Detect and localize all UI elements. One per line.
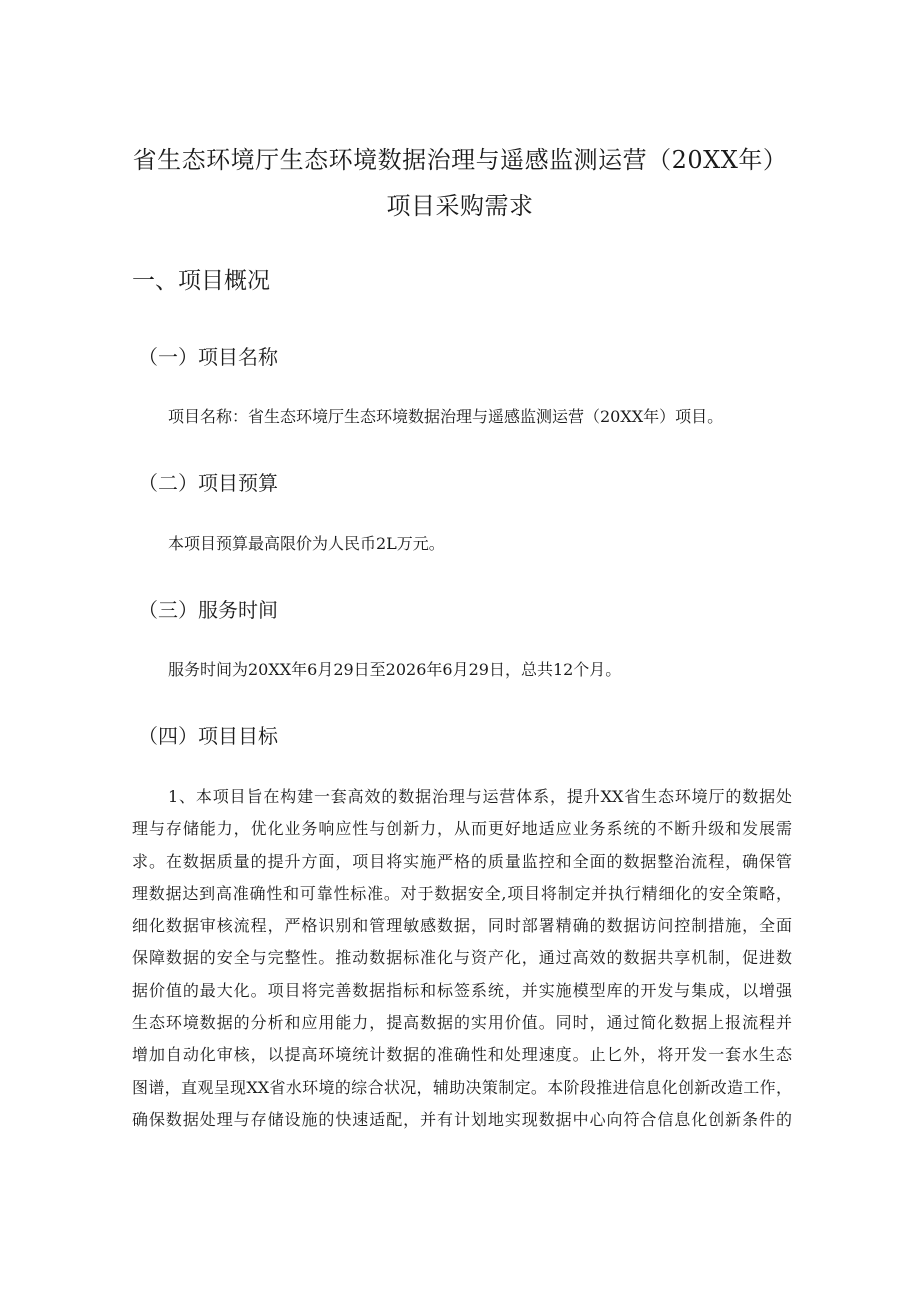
document-title-line-1: 省生态环境厅生态环境数据治理与遥感监测运营（20XX年） — [132, 146, 788, 174]
paragraph-project-name: 项目名称：省生态环境厅生态环境数据治理与遥感监测运营（20XX年）项目。 — [168, 407, 724, 426]
subsection-heading-objectives: （四）项目目标 — [138, 724, 278, 748]
section-heading-overview: 一、项目概况 — [132, 268, 270, 294]
text-line: 理与存储能力，优化业务响应性与创新力，从而更好地适应业务系统的不断升级和发展需 — [132, 819, 792, 839]
text-line: 理数据达到高准确性和可靠性标准。对于数据安全,项目将制定并执行精细化的安全策略， — [132, 883, 792, 903]
subsection-heading-budget: （二）项目预算 — [138, 471, 278, 495]
text-line: 图谱，直观呈现XX省水环境的综合状况，辅助决策制定。本阶段推进信息化创新改造工作， — [132, 1077, 792, 1097]
paragraph-budget: 本项目预算最高限价为人民币2L万元。 — [168, 534, 445, 553]
text-line: 细化数据审核流程，严格识别和管理敏感数据，同时部署精确的数据访问控制措施，全面 — [132, 916, 792, 936]
subsection-heading-project-name: （一）项目名称 — [138, 345, 278, 369]
document-title-line-2: 项目采购需求 — [386, 192, 534, 220]
text-line: 保障数据的安全与完整性。推动数据标准化与资产化，通过高效的数据共享机制，促进数 — [132, 948, 792, 968]
text-line: 确保数据处理与存储设施的快速适配，并有计划地实现数据中心向符合信息化创新条件的 — [132, 1109, 792, 1129]
text-line: 增加自动化审核，以提高环境统计数据的准确性和处理速度。止匕外，将开发一套水生态 — [132, 1045, 792, 1065]
paragraph-objectives — [132, 781, 792, 1136]
text-line: 据价值的最大化。项目将完善数据指标和标签系统，并实施模型库的开发与集成，以增强 — [132, 980, 792, 1000]
text-line: 1、本项目旨在构建一套高效的数据治理与运营体系，提升XX省生态环境厅的数据处 — [168, 787, 792, 806]
subsection-heading-service-time: （三）服务时间 — [138, 598, 278, 622]
text-line: 求。在数据质量的提升方面，项目将实施严格的质量监控和全面的数据整治流程，确保管 — [132, 851, 792, 871]
paragraph-service-time: 服务时间为20XX年6月29日至2026年6月29日，总共12个月。 — [168, 660, 622, 679]
text-line: 生态环境数据的分析和应用能力，提高数据的实用价值。同时，通过简化数据上报流程并 — [132, 1013, 792, 1033]
